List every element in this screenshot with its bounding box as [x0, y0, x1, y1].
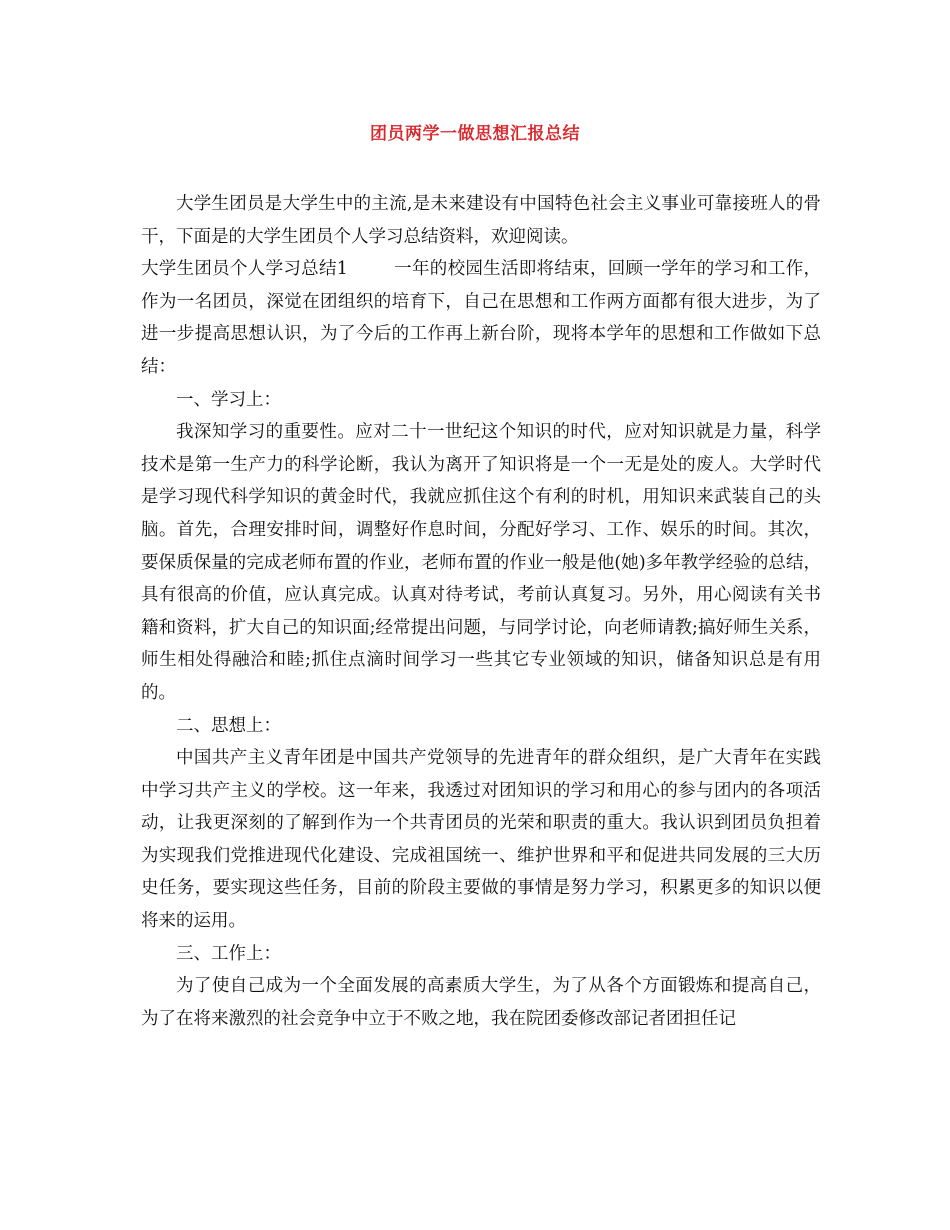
paragraph-thought: 中国共产主义青年团是中国共产党领导的先进青年的群众组织，是广大青年在实践中学习共产主义的学校。这一年来，我透过对团知识的学习和用心的参与团内的各项活动，让我更深刻的了解到作为一个共青团员的光荣和职责的重大。我认识到团员负担着为实现我们党推进现代化建设、完成祖国统一、维护世界和平和促进共同发展的三大历史任务，要实现这些任务，目前的阶段主要做的事情是努力学习，积累更多的知识以便将来的运用。: [141, 748, 821, 932]
heading-work: 三、工作上：: [176, 943, 281, 964]
section-paragraph: [141, 253, 821, 383]
heading-thought: 二、思想上：: [176, 715, 281, 736]
paragraph-study: 我深知学习的重要性。应对二十一世纪这个知识的时代，应对知识就是力量，科学技术是第一生产力的科学论断，我认为离开了知识将是一个一无是处的废人。大学时代是学习现代科学知识的黄金时代，我就应抓住这个有利的时机，用知识来武装自己的头脑。首先，合理安排时间，调整好作息时间，分配好学习、工作、娱乐的时间。其次，要保质保量的完成老师布置的作业，老师布置的作业一般是他(她)多年教学经验的总结，具有很高的价值，应认真完成。认真对待考试，考前认真复习。另外，用心阅读有关书籍和资料，扩大自己的知识面;经常提出问题，与同学讨论，向老师请教;搞好师生关系，师生相处得融洽和睦;抓住点滴时间学习一些其它专业领域的知识，储备知识总是有用的。: [141, 422, 821, 703]
heading-study: 一、学习上：: [176, 389, 281, 410]
document-title: 团员两学一做思想汇报总结: [370, 124, 580, 144]
section-text: 一年的校园生活即将结束，回顾一学年的学习和工作，作为一名团员，深觉在团组织的培育下，自己在思想和工作两方面都有很大进步，为了进一步提高思想认识，为了今后的工作再上新台阶，现将本学年的思想和工作做如下总结：: [141, 259, 821, 377]
document-body: [141, 188, 821, 1035]
paragraph-work: 为了使自己成为一个全面发展的高素质大学生，为了从各个方面锻炼和提高自己，为了在将来激烈的社会竞争中立于不败之地，我在院团委修改部记者团担任记: [141, 976, 821, 1029]
intro-paragraph: 大学生团员是大学生中的主流,是未来建设有中国特色社会主义事业可靠接班人的骨干，下面是的大学生团员个人学习总结资料，欢迎阅读。: [141, 194, 821, 247]
section-label: 大学生团员个人学习总结1: [141, 259, 348, 280]
